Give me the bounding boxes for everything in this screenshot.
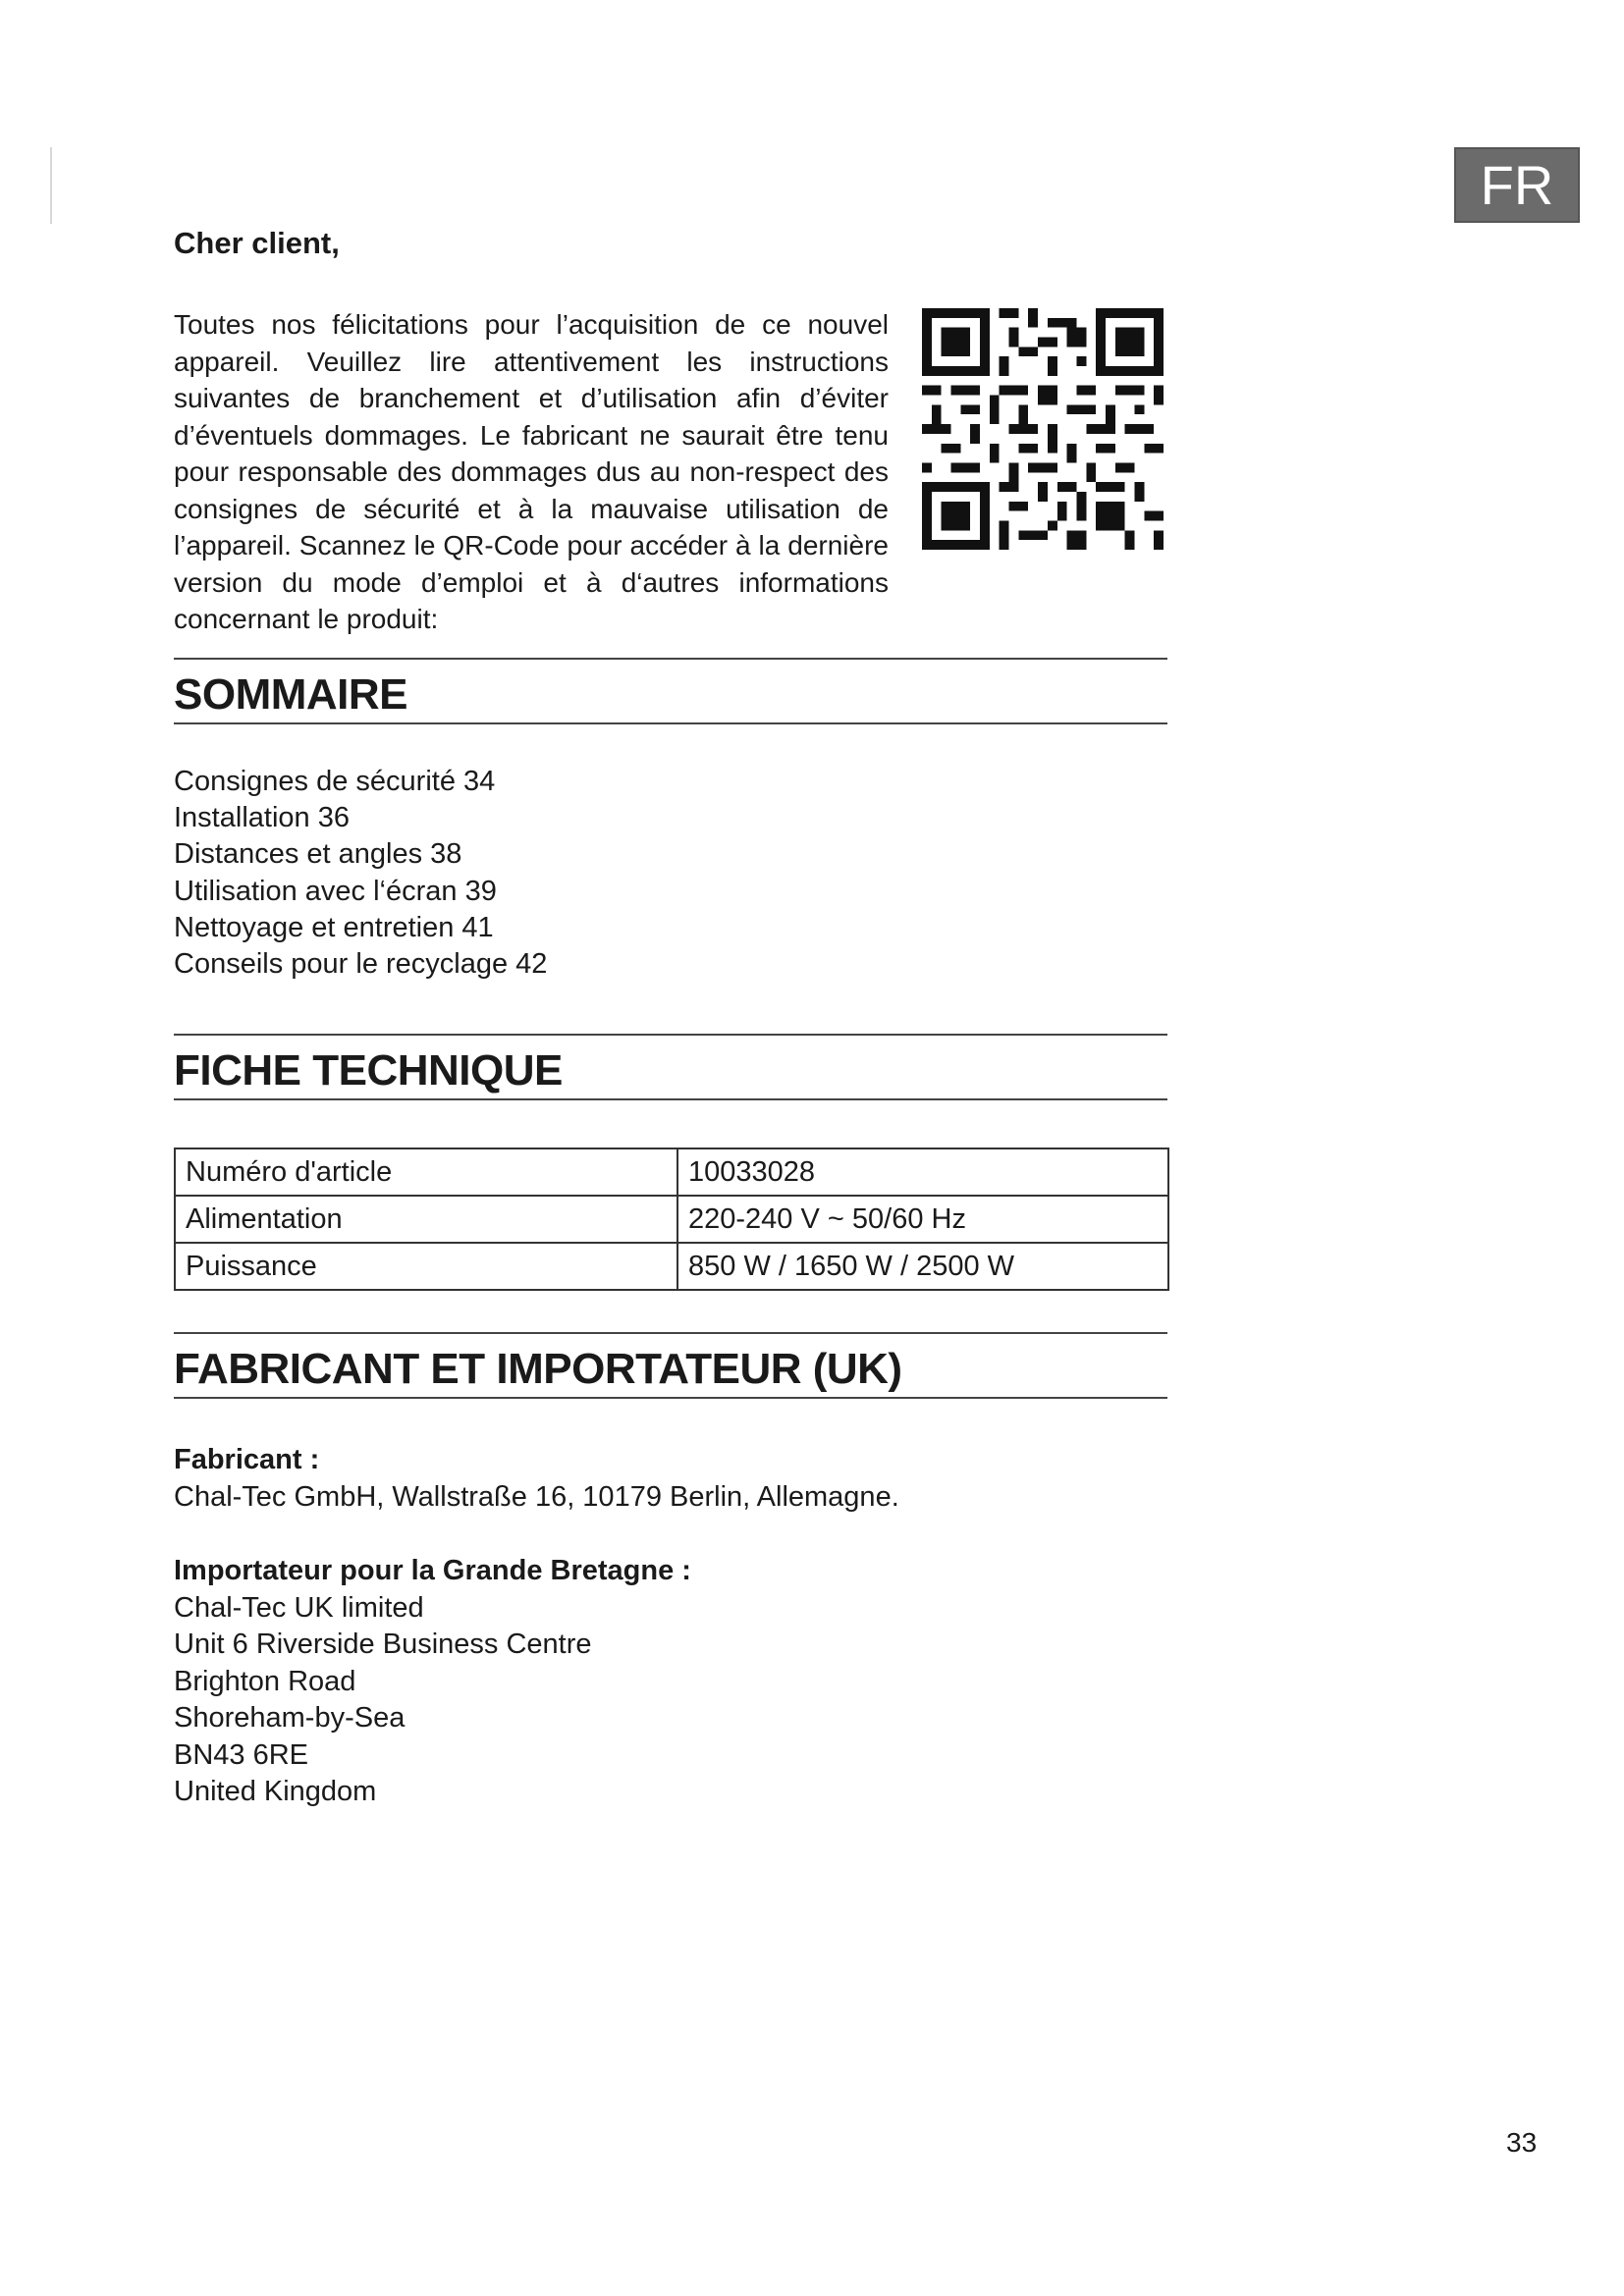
spec-label: Numéro d'article <box>175 1148 677 1196</box>
qr-code[interactable] <box>922 308 1164 550</box>
toc-item-safety[interactable]: Consignes de sécurité 34 <box>174 766 496 797</box>
manufacturer-info <box>174 1442 1167 1811</box>
intro-block <box>174 306 1167 634</box>
language-badge: FR <box>1454 147 1580 223</box>
toc-item-screen-use[interactable]: Utilisation avec l‘écran 39 <box>174 875 497 907</box>
table-of-contents <box>174 764 1167 983</box>
toc-item-recycling[interactable]: Conseils pour le recyclage 42 <box>174 947 548 980</box>
toc-item-installation[interactable]: Installation 36 <box>174 802 350 834</box>
table-row <box>175 1243 1168 1290</box>
spec-value: 10033028 <box>677 1148 1168 1196</box>
importer-line: Unit 6 Riverside Business Centre <box>174 1629 592 1661</box>
table-row <box>175 1196 1168 1243</box>
maker-address: Chal-Tec GmbH, Wallstraße 16, 10179 Berlin, Allemagne. <box>174 1480 899 1513</box>
margin-rule <box>50 147 52 224</box>
manufacturer-title: FABRICANT ET IMPORTATEUR (UK) <box>174 1345 902 1394</box>
toc-item-distances[interactable]: Distances et angles 38 <box>174 838 462 871</box>
importer-line: Shoreham-by-Sea <box>174 1702 406 1735</box>
importer-label: Importateur pour la Grande Bretagne : <box>174 1555 691 1587</box>
spec-value: 850 W / 1650 W / 2500 W <box>677 1243 1168 1290</box>
page-number: 33 <box>1506 2127 1538 2158</box>
tech-sheet-title: FICHE TECHNIQUE <box>174 1046 563 1095</box>
manufacturer-section <box>174 1332 1167 1811</box>
intro-paragraph: Toutes nos félicitations pour l’acquisition de ce nouvel appareil. Veuillez lire attentivement les instructions suivantes de branchement et d’utilisation afin d’éviter d’éventuels dommages. Le fabricant ne saurait être tenu pour responsable des dommages dus au non-respect des consignes de sécurité et à la mauvaise utilisation de l’appareil. Scannez le QR-Code pour accéder à la dernière version du mode d’emploi et à d‘autres informations concernant le produit: <box>174 309 889 634</box>
manufacturer-header <box>174 1332 1167 1399</box>
toc-item-cleaning[interactable]: Nettoyage et entretien 41 <box>174 911 494 943</box>
importer-line: Chal-Tec UK limited <box>174 1591 424 1624</box>
importer-line: BN43 6RE <box>174 1738 309 1771</box>
summary-title: SOMMAIRE <box>174 670 407 719</box>
spec-table <box>174 1148 1169 1291</box>
summary-section <box>174 658 1167 983</box>
summary-header <box>174 658 1167 724</box>
greeting: Cher client, <box>174 226 340 260</box>
importer-line: United Kingdom <box>174 1776 377 1808</box>
spec-value: 220-240 V ~ 50/60 Hz <box>677 1196 1168 1243</box>
spec-label: Puissance <box>175 1243 677 1290</box>
tech-sheet-section <box>174 1034 1167 1291</box>
maker-label: Fabricant : <box>174 1444 320 1476</box>
table-row <box>175 1148 1168 1196</box>
importer-line: Brighton Road <box>174 1665 356 1697</box>
spec-label: Alimentation <box>175 1196 677 1243</box>
tech-sheet-header <box>174 1034 1167 1100</box>
page-content <box>174 224 1167 1811</box>
